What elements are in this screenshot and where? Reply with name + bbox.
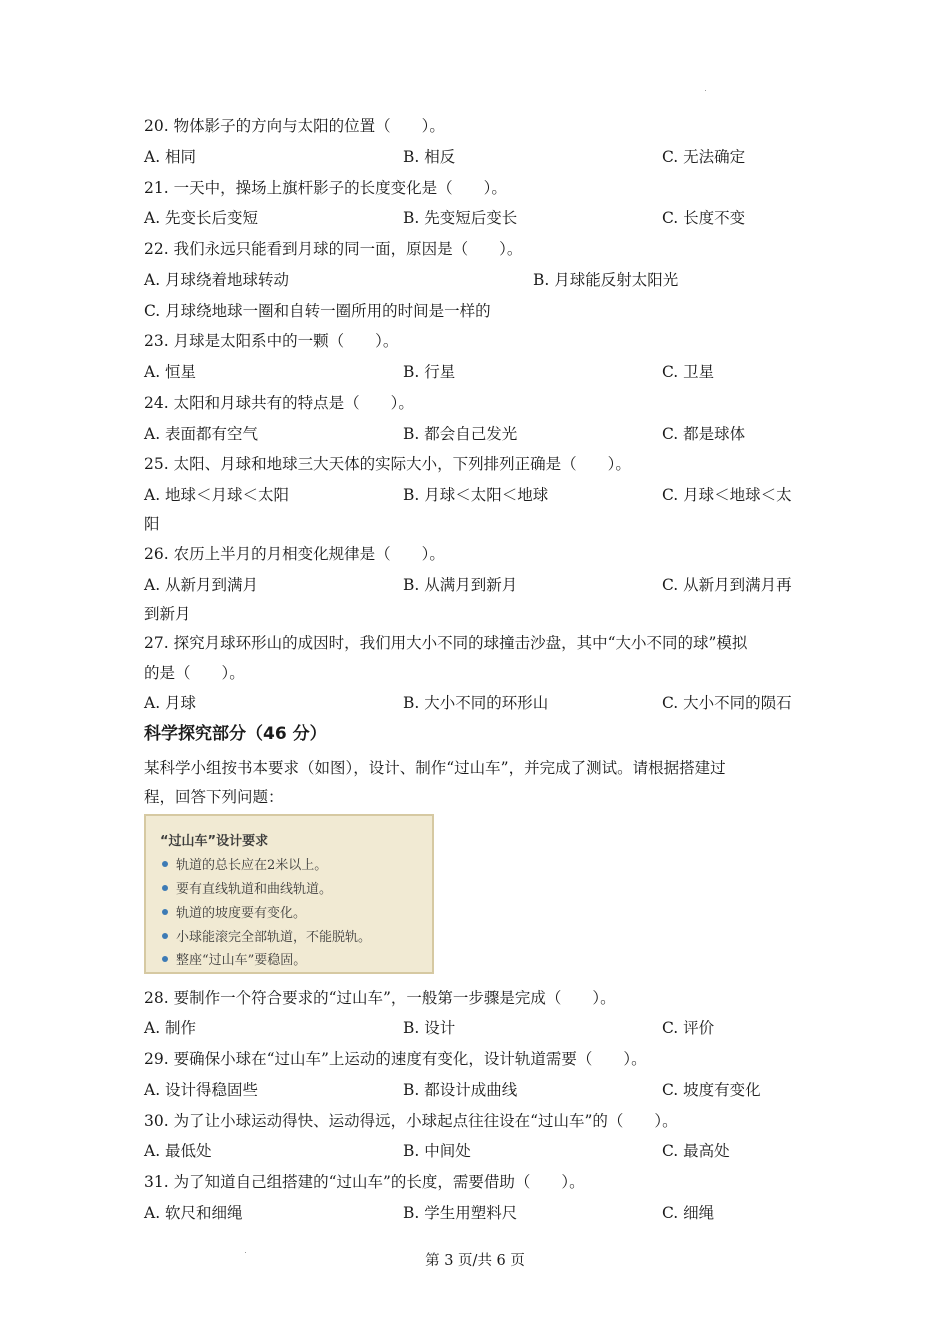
q20-option-a: A. 相同 (144, 148, 197, 166)
q29-option-c: C. 坡度有变化 (662, 1081, 761, 1099)
q21-option-a: A. 先变长后变短 (144, 209, 259, 227)
figure-title: “过山车”设计要求 (160, 834, 269, 849)
q25-option-c-wrap: 阳 (144, 515, 160, 533)
question-27: 27. 探究月球环形山的成因时，我们用大小不同的球撞击沙盘，其中“大小不同的球”模拟 (144, 634, 748, 652)
figure-item-text: 轨道的坡度要有变化。 (176, 906, 307, 921)
q27-option-a: A. 月球 (144, 694, 197, 712)
q28-option-c: C. 评价 (662, 1019, 715, 1037)
bullet-icon (162, 909, 168, 915)
q25-option-a: A. 地球＜月球＜太阳 (144, 486, 290, 504)
figure-item-text: 小球能滚完全部轨道，不能脱轨。 (176, 930, 372, 945)
question-29: 29. 要确保小球在“过山车”上运动的速度有变化，设计轨道需要（ ）。 (144, 1050, 647, 1068)
question-26: 26. 农历上半月的月相变化规律是（ ）。 (144, 545, 445, 563)
q26-option-b: B. 从满月到新月 (403, 576, 518, 594)
q31-option-b: B. 学生用塑料尺 (403, 1204, 518, 1222)
figure-item (162, 926, 371, 945)
q31-option-c: C. 细绳 (662, 1204, 715, 1222)
question-24: 24. 太阳和月球共有的特点是（ ）。 (144, 394, 414, 412)
q27-option-b: B. 大小不同的环形山 (403, 694, 549, 712)
q30-option-c: C. 最高处 (662, 1142, 730, 1160)
q27-option-c: C. 大小不同的陨石 (662, 694, 792, 712)
question-20: 20. 物体影子的方向与太阳的位置（ ）。 (144, 117, 445, 135)
q29-option-b: B. 都设计成曲线 (403, 1081, 518, 1099)
q31-option-a: A. 软尺和细绳 (144, 1204, 243, 1222)
question-30: 30. 为了让小球运动得快、运动得远，小球起点往往设在“过山车”的（ ）。 (144, 1112, 678, 1130)
question-28: 28. 要制作一个符合要求的“过山车”，一般第一步骤是完成（ ）。 (144, 989, 616, 1007)
q22-option-c: C. 月球绕地球一圈和自转一圈所用的时间是一样的 (144, 302, 491, 320)
q30-option-b: B. 中间处 (403, 1142, 471, 1160)
q23-option-b: B. 行星 (403, 363, 456, 381)
bullet-icon (162, 861, 168, 867)
section-title: 科学探究部分（46 分） (144, 724, 327, 744)
q26-option-a: A. 从新月到满月 (144, 576, 259, 594)
q23-option-a: A. 恒星 (144, 363, 197, 381)
q22-option-a: A. 月球绕着地球转动 (144, 271, 290, 289)
q24-option-a: A. 表面都有空气 (144, 425, 259, 443)
question-31: 31. 为了知道自己组搭建的“过山车”的长度，需要借助（ ）。 (144, 1173, 585, 1191)
question-21: 21. 一天中，操场上旗杆影子的长度变化是（ ）。 (144, 179, 507, 197)
q29-option-a: A. 设计得稳固些 (144, 1081, 259, 1099)
q20-option-c: C. 无法确定 (662, 148, 746, 166)
figure-item-text: 轨道的总长应在2米以上。 (176, 858, 328, 873)
figure-item-text: 要有直线轨道和曲线轨道。 (176, 882, 333, 897)
q21-option-b: B. 先变短后变长 (403, 209, 518, 227)
q26-option-c-wrap: 到新月 (144, 605, 191, 623)
q24-option-b: B. 都会自己发光 (403, 425, 518, 443)
scan-speck (705, 90, 706, 91)
q28-option-a: A. 制作 (144, 1019, 197, 1037)
figure-item (162, 949, 306, 968)
figure-item (162, 878, 332, 897)
figure-item-text: 整座“过山车”要稳固。 (176, 953, 307, 968)
q20-option-b: B. 相反 (403, 148, 456, 166)
question-25: 25. 太阳、月球和地球三大天体的实际大小，下列排列正确是（ ）。 (144, 455, 631, 473)
q30-option-a: A. 最低处 (144, 1142, 212, 1160)
question-27-cont: 的是（ ）。 (144, 664, 245, 682)
question-23: 23. 月球是太阳系中的一颗（ ）。 (144, 332, 399, 350)
intro-line-1: 某科学小组按书本要求（如图），设计、制作“过山车”，并完成了测试。请根据搭建过 (144, 759, 726, 777)
design-requirements-figure (144, 814, 434, 974)
q22-option-b: B. 月球能反射太阳光 (533, 271, 679, 289)
q28-option-b: B. 设计 (403, 1019, 456, 1037)
figure-item (162, 854, 327, 873)
bullet-icon (162, 956, 168, 962)
q25-option-b: B. 月球＜太阳＜地球 (403, 486, 549, 504)
bullet-icon (162, 885, 168, 891)
question-22: 22. 我们永远只能看到月球的同一面，原因是（ ）。 (144, 240, 523, 258)
q24-option-c: C. 都是球体 (662, 425, 746, 443)
intro-line-2: 程，回答下列问题： (144, 788, 284, 806)
q21-option-c: C. 长度不变 (662, 209, 746, 227)
q23-option-c: C. 卫星 (662, 363, 715, 381)
page-footer: 第 3 页/共 6 页 (425, 1253, 525, 1269)
q26-option-c: C. 从新月到满月再 (662, 576, 792, 594)
q25-option-c: C. 月球＜地球＜太 (662, 486, 792, 504)
bullet-icon (162, 933, 168, 939)
figure-item (162, 902, 306, 921)
